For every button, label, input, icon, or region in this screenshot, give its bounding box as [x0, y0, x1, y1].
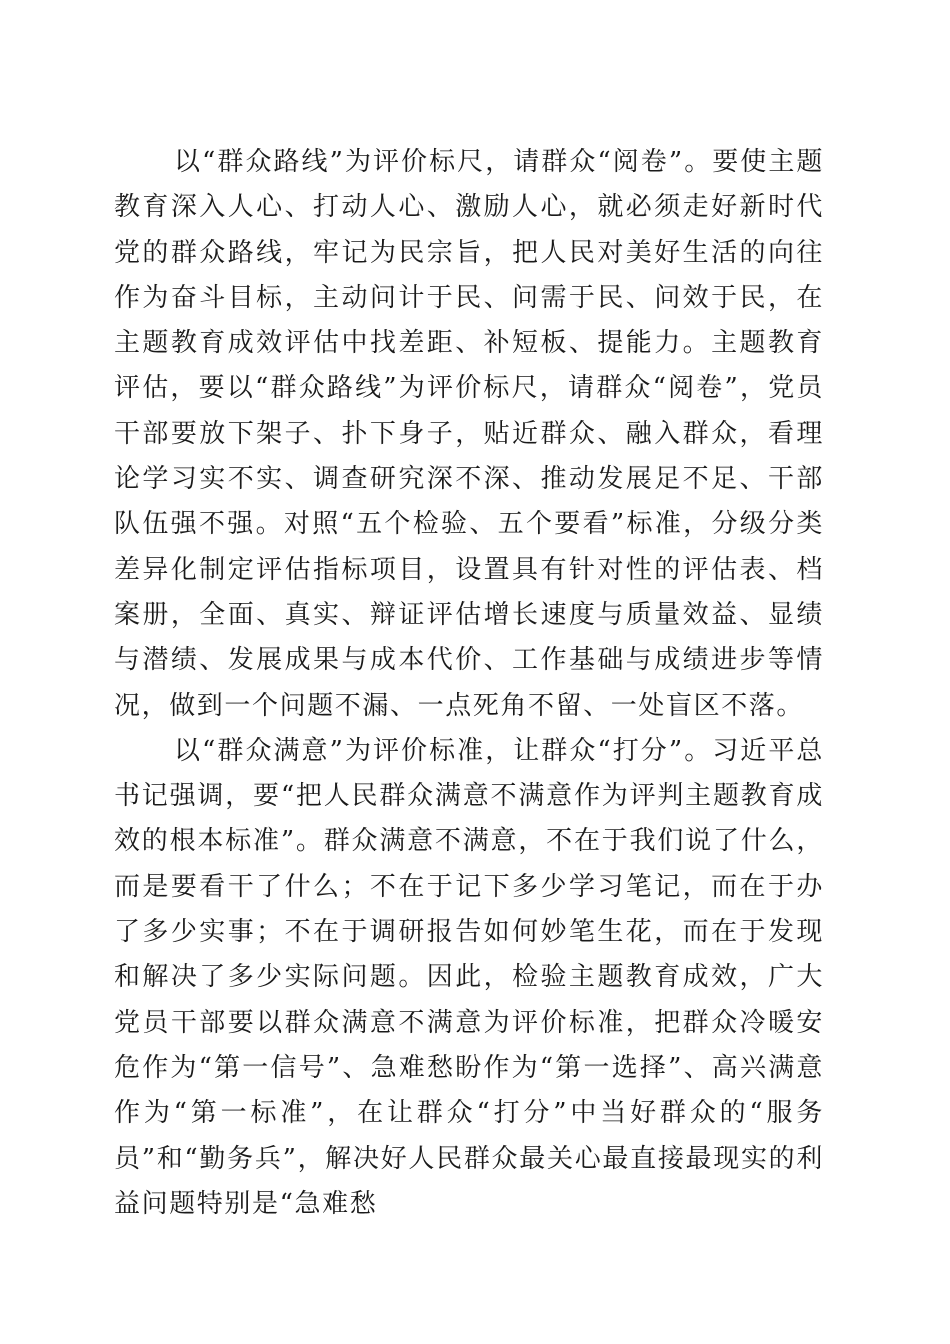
document-body: [114, 140, 824, 1227]
paragraph-mass-line: 以“群众路线”为评价标尺，请群众“阅卷”。要使主题教育深入人心、打动人心、激励人心，就必须走好新时代党的群众路线，牢记为民宗旨，把人民对美好生活的向往作为奋斗目标，主动问计于民、问需于民、问效于民，在主题教育成效评估中找差距、补短板、提能力。主题教育评估，要以“群众路线”为评价标尺，请群众“阅卷”，党员干部要放下架子、扑下身子，贴近群众、融入群众，看理论学习实不实、调查研究深不深、推动发展足不足、干部队伍强不强。对照“五个检验、五个要看”标准，分级分类差异化制定评估指标项目，设置具有针对性的评估表、档案册，全面、真实、辩证评估增长速度与质量效益、显绩与潜绩、发展成果与成本代价、工作基础与成绩进步等情况，做到一个问题不漏、一点死角不留、一处盲区不落。: [114, 147, 824, 721]
paragraph-mass-satisfaction: 以“群众满意”为评价标准，让群众“打分”。习近平总书记强调，要“把人民群众满意不满意作为评判主题教育成效的根本标准”。群众满意不满意，不在于我们说了什么，而是要看干了什么；不在于记下多少学习笔记，而在于办了多少实事；不在于调研报告如何妙笔生花，而在于发现和解决了多少实际问题。因此，检验主题教育成效，广大党员干部要以群众满意不满意为评价标准，把群众冷暖安危作为“第一信号”、急难愁盼作为“第一选择”、高兴满意作为“第一标准”，在让群众“打分”中当好群众的“服务员”和“勤务兵”，解决好人民群众最关心最直接最现实的利益问题特别是“急难愁: [114, 735, 824, 1219]
